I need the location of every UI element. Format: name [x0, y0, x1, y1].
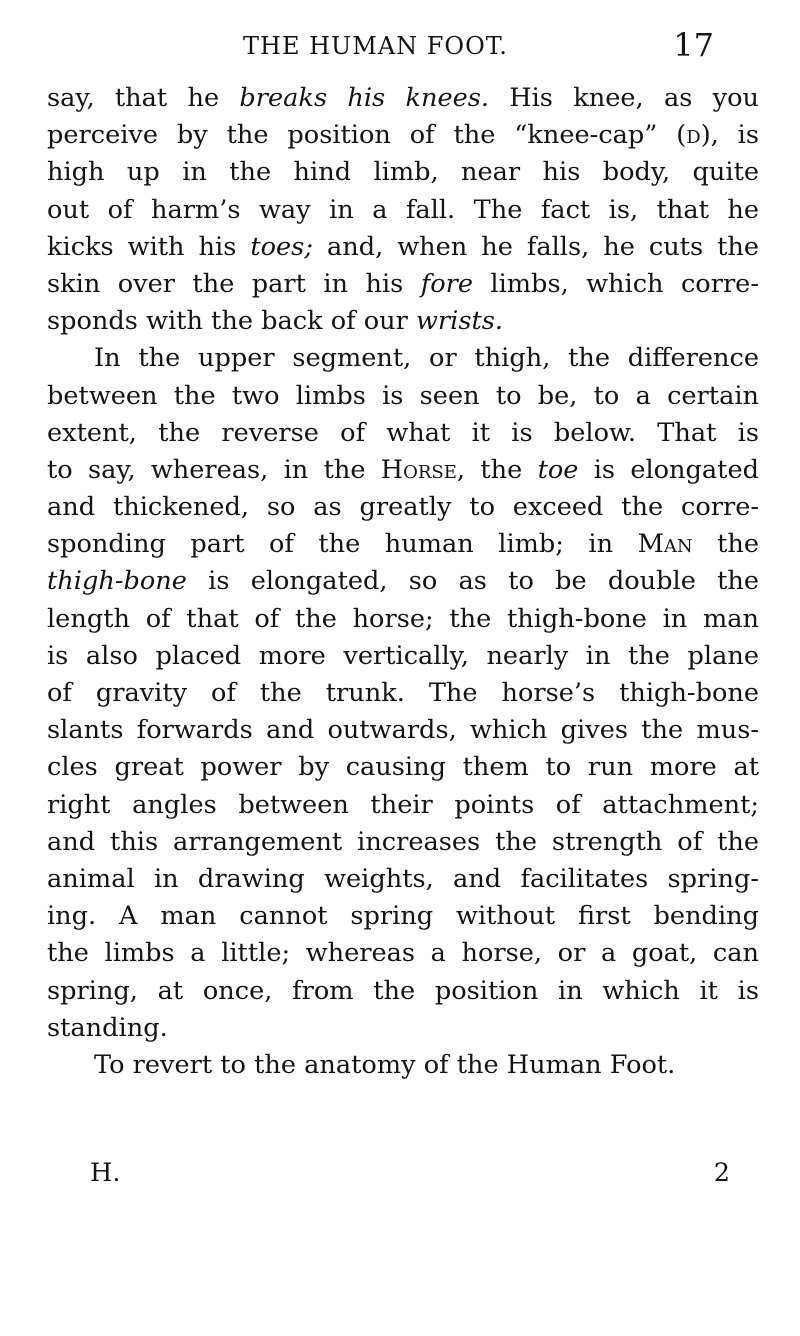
body-text — [47, 80, 759, 1084]
running-head — [90, 26, 714, 66]
signature-mark — [90, 1158, 730, 1194]
text-line: ing. A man cannot spring without first bending — [47, 901, 759, 932]
text-line: thigh-bone is elongated, so as to be double the — [47, 566, 759, 597]
text-line: sponding part of the human limb; in Man the — [47, 529, 759, 560]
text-line: slants forwards and outwards, which gives the mus- — [47, 715, 759, 746]
text-line: to say, whereas, in the Horse, the toe is elongated — [47, 454, 759, 485]
text-line: and this arrangement increases the strength of the — [47, 826, 759, 857]
text-line: out of harm’s way in a fall. The fact is, that he — [47, 194, 759, 225]
text-line: kicks with his toes; and, when he falls, he cuts the — [47, 231, 760, 262]
italic-word: wrists. — [416, 306, 504, 337]
italic-word: toes; — [250, 231, 313, 262]
text-line: between the two limbs is seen to be, to a certain — [47, 380, 759, 411]
signature-letter: H. — [90, 1158, 121, 1188]
text-line: length of that of the horse; the thigh-bone in man — [47, 603, 759, 634]
italic-phrase: breaks his knees. — [239, 83, 490, 113]
italic-word: fore — [420, 268, 473, 299]
text-line: extent, the reverse of what it is below. That is — [47, 417, 759, 448]
small-caps-word: Man — [637, 529, 693, 560]
page-number: 17 — [673, 26, 714, 64]
italic-word: thigh-bone — [47, 566, 187, 597]
text-line: high up in the hind limb, near his body, quite — [47, 157, 759, 188]
text-line: the limbs a little; whereas a horse, or a goat, can — [47, 938, 759, 969]
text-line: To revert to the anatomy of the Human Foot. — [94, 1049, 676, 1080]
text-line: cles great power by causing them to run more at — [47, 752, 759, 783]
text-line: right angles between their points of attachment; — [47, 789, 759, 820]
running-title: THE HUMAN FOOT. — [243, 32, 508, 60]
text-line: is also placed more vertically, nearly in the plane — [47, 640, 759, 671]
text-line: standing. — [47, 1012, 168, 1043]
paragraph-1 — [47, 80, 759, 340]
figure-reference: d — [686, 120, 701, 151]
text-line: sponds with the back of our wrists. — [47, 306, 504, 337]
text-line: of gravity of the trunk. The horse’s thigh-bone — [47, 678, 759, 708]
text-line: perceive by the position of the “knee-cap” (d), is — [47, 120, 760, 151]
text-line: and thickened, so as greatly to exceed the corre- — [47, 492, 759, 523]
text-line: skin over the part in his fore limbs, which corre- — [47, 268, 759, 299]
text-line: In the upper segment, or thigh, the difference — [94, 343, 759, 374]
text-line: animal in drawing weights, and facilitates spring- — [47, 863, 759, 894]
paragraph-3 — [47, 1047, 759, 1084]
small-caps-word: Horse — [380, 454, 457, 485]
text-line: say, that he breaks his knees. His knee, as you — [47, 83, 759, 113]
text-line: spring, at once, from the position in which it is — [47, 975, 759, 1006]
paragraph-2 — [47, 340, 759, 1047]
italic-word: toe — [537, 454, 579, 485]
signature-number: 2 — [713, 1158, 730, 1188]
